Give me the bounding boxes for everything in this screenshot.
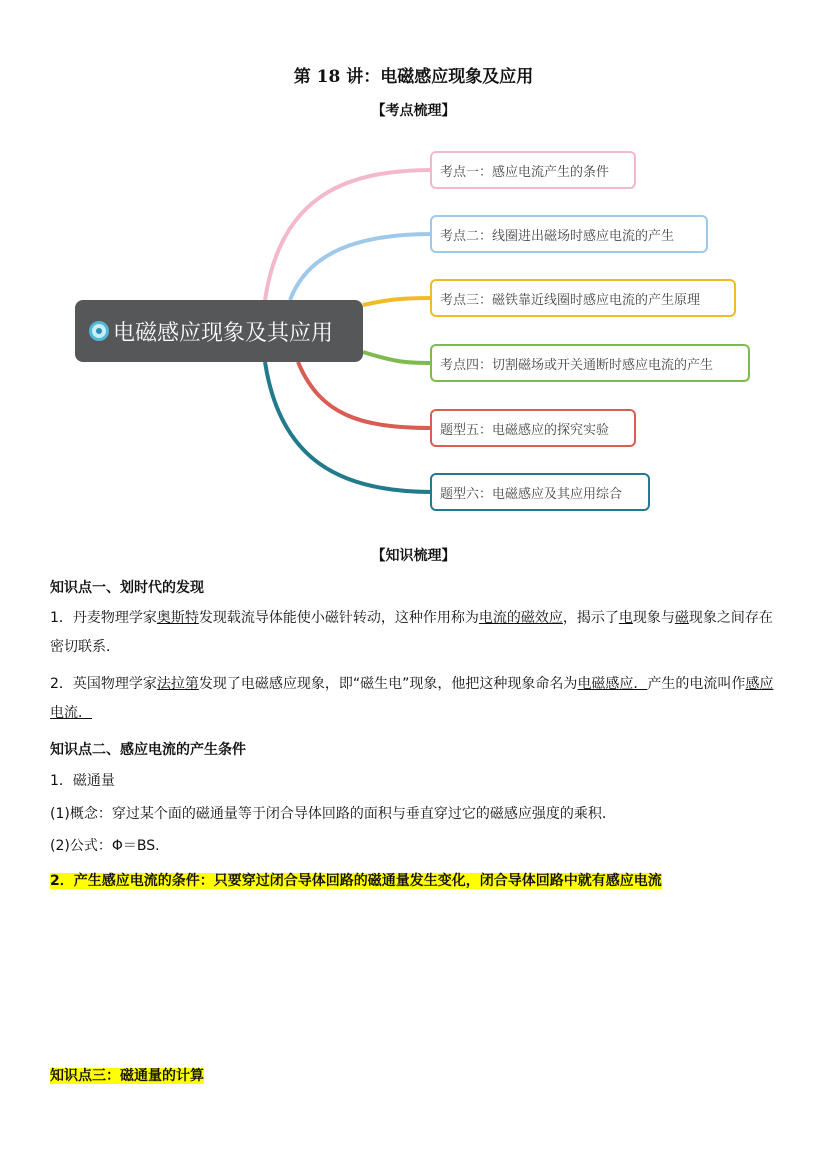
branch-label: 考点四：切割磁场或开关通断时感应电流的产生: [440, 357, 714, 373]
mindmap-branch-5: [430, 409, 636, 447]
kp2-heading: 知识点二、感应电流的产生条件: [50, 742, 246, 758]
mindmap-branch-1: [430, 151, 636, 189]
mindmap-branch-3: [430, 279, 736, 317]
kp1-paragraph-2: 2．英国物理学家法拉第发现了电磁感应现象，即“磁生电”现象，他把这种现象命名为电磁感应．产生的电流叫作感应电流．: [50, 676, 774, 721]
branch-label: 考点二：线圈进出磁场时感应电流的产生: [440, 228, 675, 244]
kp1-heading: 知识点一、划时代的发现: [50, 580, 204, 596]
connector-branch-5: [298, 362, 432, 428]
underlined-term: 感应电流．: [50, 676, 774, 721]
mindmap-branch-6: [430, 473, 650, 511]
mindmap-branch-2: [430, 215, 708, 253]
connector-branch-4: [363, 352, 432, 363]
mindmap-branch-4: [430, 344, 750, 382]
target-icon: [89, 321, 109, 341]
connector-branch-2: [290, 234, 432, 300]
kp2-item-1: 1．磁通量: [50, 773, 115, 789]
branch-label: 考点三：磁铁靠近线圈时感应电流的产生原理: [440, 292, 701, 308]
kp2-formula: (2)公式：Φ＝BS.: [50, 838, 160, 854]
underlined-term: 法拉第: [156, 676, 199, 692]
connector-branch-3: [363, 298, 432, 305]
kp2-condition-highlight: 2．产生感应电流的条件：只要穿过闭合导体回路的磁通量发生变化，闭合导体回路中就有感应电流: [50, 873, 662, 889]
underlined-term: 电磁感应．: [577, 676, 648, 692]
branch-label: 题型五：电磁感应的探究实验: [440, 422, 610, 438]
kp1-paragraph-1: 1．丹麦物理学家奥斯特发现载流导体能使小磁针转动，这种作用称为电流的磁效应，揭示了电现象与磁现象之间存在密切联系．: [50, 610, 773, 655]
branch-label: 题型六：电磁感应及其应用综合: [440, 486, 623, 502]
page-title: 第 18 讲：电磁感应现象及应用: [293, 67, 534, 87]
section-heading-knowledge: 【知识梳理】: [371, 548, 456, 564]
underlined-term: 奥斯特: [156, 610, 199, 626]
mindmap-root: [75, 300, 363, 362]
underlined-term: 电流的磁效应: [478, 610, 563, 626]
underlined-term: 磁: [674, 610, 689, 626]
branch-label: 考点一：感应电流产生的条件: [440, 164, 610, 180]
kp2-concept: (1)概念：穿过某个面的磁通量等于闭合导体回路的面积与垂直穿过它的磁感应强度的乘积．: [50, 806, 616, 822]
kp3-heading: 知识点三：磁通量的计算: [50, 1068, 204, 1084]
section-heading-exam-points: 【考点梳理】: [371, 103, 456, 119]
mindmap-root-label: 电磁感应现象及其应用: [113, 320, 334, 346]
underlined-term: 电: [618, 610, 633, 626]
